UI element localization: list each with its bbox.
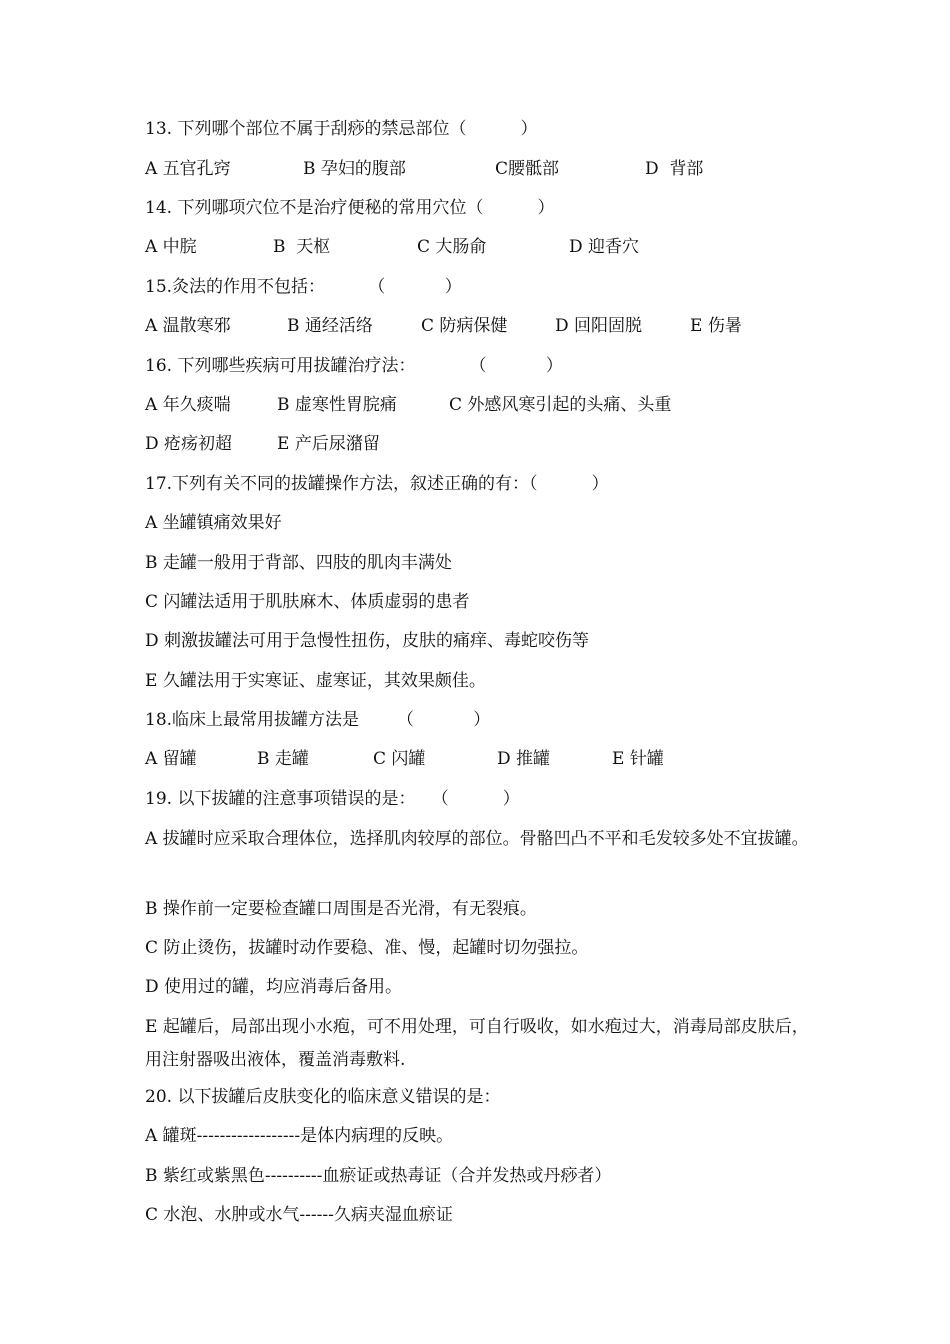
question-14-stem: 14. 下列哪项穴位不是治疗便秘的常用穴位（ ） bbox=[145, 198, 555, 218]
option-d: D 推罐 bbox=[497, 749, 551, 769]
option-b: B 虚寒性胃脘痛 bbox=[277, 395, 397, 415]
option-a: A 五官孔窍 bbox=[145, 159, 231, 179]
question-19-option-c: C 防止烫伤，拔罐时动作要稳、准、慢，起罐时切勿强拉。 bbox=[145, 938, 589, 958]
question-19-option-e: E 起罐后，局部出现小水疱，可不用处理，可自行吸收，如水疱过大，消毒局部皮肤后，用注射器吸出液体，覆盖消毒敷料. bbox=[145, 1017, 809, 1070]
option-c: C 防病保健 bbox=[421, 316, 508, 336]
question-17-option-e: E 久罐法用于实寒证、虚寒证，其效果颇佳。 bbox=[145, 671, 486, 691]
option-d: D 回阳固脱 bbox=[555, 316, 643, 336]
question-16-stem: 16. 下列哪些疾病可用拔罐治疗法： （ ） bbox=[145, 356, 563, 376]
question-17-option-b: B 走罐一般用于背部、四肢的肌肉丰满处 bbox=[145, 553, 452, 573]
option-b: B 天枢 bbox=[273, 237, 331, 257]
question-18-stem: 18.临床上最常用拔罐方法是 （ ） bbox=[145, 710, 491, 730]
option-a: A 留罐 bbox=[145, 749, 197, 769]
option-c: C 外感风寒引起的头痛、头重 bbox=[449, 395, 672, 415]
question-20-option-a: A 罐斑------------------是体内病理的反映。 bbox=[145, 1126, 454, 1146]
question-20-option-c: C 水泡、水肿或水气------久病夹湿血瘀证 bbox=[145, 1205, 453, 1225]
question-19-option-a: A 拔罐时应采取合理体位，选择肌肉较厚的部位。骨骼凹凸不平和毛发较多处不宜拔罐。 bbox=[145, 829, 809, 849]
option-d: D 背部 bbox=[645, 159, 704, 179]
question-17-option-a: A 坐罐镇痛效果好 bbox=[145, 513, 282, 533]
option-c: C 闪罐 bbox=[373, 749, 426, 769]
option-e: E 伤暑 bbox=[690, 316, 742, 336]
option-e: E 针罐 bbox=[612, 749, 664, 769]
question-15-stem: 15.灸法的作用不包括： （ ） bbox=[145, 277, 462, 297]
option-a: A 温散寒邪 bbox=[145, 316, 231, 336]
option-a: A 年久痰喘 bbox=[145, 395, 231, 415]
question-19-stem: 19. 以下拔罐的注意事项错误的是： （ ） bbox=[145, 789, 520, 809]
option-a: A 中脘 bbox=[145, 237, 197, 257]
question-17-stem: 17.下列有关不同的拔罐操作方法，叙述正确的有：（ ） bbox=[145, 474, 609, 494]
question-17-option-d: D 刺激拔罐法可用于急慢性扭伤，皮肤的痛痒、毒蛇咬伤等 bbox=[145, 631, 590, 651]
question-20-stem: 20. 以下拔罐后皮肤变化的临床意义错误的是： bbox=[145, 1087, 501, 1107]
question-19-option-d: D 使用过的罐，均应消毒后备用。 bbox=[145, 977, 403, 997]
question-13-stem: 13. 下列哪个部位不属于刮痧的禁忌部位（ ） bbox=[145, 119, 538, 139]
option-d: D 迎香穴 bbox=[569, 237, 640, 257]
question-20-option-b: B 紫红或紫黑色----------血瘀证或热毒证（合并发热或丹痧者） bbox=[145, 1166, 612, 1186]
option-c: C腰骶部 bbox=[495, 159, 560, 179]
option-b: B 通经活络 bbox=[287, 316, 373, 336]
option-e: E 产后尿潴留 bbox=[277, 434, 380, 454]
option-c: C 大肠俞 bbox=[417, 237, 487, 257]
question-19-option-b: B 操作前一定要检查罐口周围是否光滑，有无裂痕。 bbox=[145, 899, 537, 919]
option-d: D 疮疡初超 bbox=[145, 434, 233, 454]
option-b: B 孕妇的腹部 bbox=[303, 159, 406, 179]
question-17-option-c: C 闪罐法适用于肌肤麻木、体质虚弱的患者 bbox=[145, 592, 470, 612]
option-b: B 走罐 bbox=[257, 749, 309, 769]
